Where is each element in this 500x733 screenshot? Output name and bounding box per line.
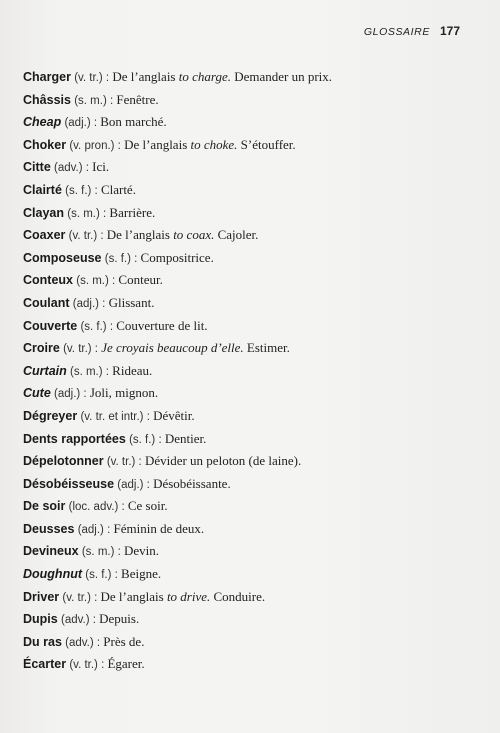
grammar-label: (adv.) : (60, 614, 100, 627)
definition-italic: Je croyais beaucoup d’elle. (101, 340, 244, 356)
definition-text: Joli, mignon. (89, 385, 159, 401)
grammar-label: (s. f.) : (80, 320, 117, 333)
glossary-entry (23, 473, 463, 496)
glossary-term: Deusses (23, 521, 75, 536)
glossary-entry (23, 156, 463, 179)
grammar-label: (loc. adv.) : (68, 501, 128, 514)
glossary-entry (23, 66, 463, 89)
definition-text-after: Conduire. (210, 588, 266, 604)
glossary-entry (23, 202, 463, 225)
grammar-label: (s. f.) : (104, 252, 141, 265)
definition-text: Compositrice. (140, 249, 214, 265)
glossary-term: Conteux (23, 273, 73, 288)
glossary-term: Composeuse (23, 250, 102, 265)
definition-italic: to charge. (178, 69, 231, 84)
running-header (364, 24, 460, 38)
page-number: 177 (439, 24, 460, 38)
definition-text: Féminin de deux. (113, 520, 205, 536)
grammar-label: (v. tr.) : (106, 456, 145, 469)
glossary-term: Dents rapportées (23, 431, 126, 446)
definition-text: Ici. (92, 159, 110, 175)
grammar-label: (v. tr.) : (62, 591, 101, 604)
definition-text: Couverture de lit. (116, 317, 208, 333)
definition-text: Rideau. (112, 362, 153, 378)
grammar-label: (s. f.) : (65, 184, 101, 197)
glossary-entry (23, 653, 463, 676)
definition-text: De l’anglais (124, 136, 191, 152)
grammar-label: (v. pron.) : (69, 139, 125, 152)
glossary-entry (23, 631, 463, 654)
definition-italic: to coax. (173, 227, 215, 243)
definition-text-after: S’étouffer. (237, 136, 296, 152)
glossary-term: Charger (23, 70, 71, 84)
grammar-label: (s. f.) : (129, 433, 165, 446)
grammar-label: (s. m.) : (67, 207, 110, 220)
glossary-entry (23, 315, 463, 338)
glossary-term: Dépelotonner (23, 454, 104, 469)
definition-text: Bon marché. (100, 114, 167, 130)
definition-text: Dentier. (164, 430, 207, 446)
glossary-term: Cute (23, 386, 51, 401)
grammar-label: (adj.) : (77, 523, 114, 536)
glossary-entry (23, 224, 463, 247)
definition-text: Dévêtir. (153, 407, 195, 423)
grammar-label: (adv.) : (65, 636, 104, 649)
definition-text: Barrière. (109, 204, 156, 220)
grammar-label: (s. m.) : (74, 94, 117, 107)
glossary-entry (23, 337, 463, 360)
glossary-term: Curtain (23, 363, 67, 378)
definition-text-after: Estimer. (243, 340, 290, 356)
grammar-label: (v. tr.) : (69, 659, 108, 672)
definition-text: Beigne. (121, 566, 162, 582)
glossary-entry (23, 111, 463, 134)
glossary-term: Doughnut (23, 567, 83, 582)
glossary-term: Driver (23, 589, 60, 604)
glossary-term: Croire (23, 341, 60, 356)
glossary-entry (23, 586, 463, 609)
glossary-term: Dupis (23, 612, 58, 627)
definition-text: Désobéissante. (153, 475, 231, 491)
glossary-term: Couverte (23, 318, 78, 333)
definition-text: De l’anglais (112, 69, 179, 84)
glossary-entry (23, 450, 463, 473)
glossary-term: Choker (23, 137, 67, 152)
glossary-entry (23, 360, 463, 383)
grammar-label: (v. tr.) : (63, 343, 102, 356)
glossary-term: Devineux (23, 544, 79, 559)
grammar-label: (v. tr. et intr.) : (80, 410, 154, 423)
grammar-label: (v. tr.) : (74, 72, 113, 84)
glossary-entry (23, 134, 463, 157)
grammar-label: (s. m.) : (76, 275, 119, 288)
definition-text: De l’anglais (106, 227, 174, 243)
glossary-term: Clairté (23, 182, 62, 197)
glossary-term: De soir (23, 499, 66, 514)
glossary-term: Châssis (23, 92, 71, 107)
definition-text: Devin. (124, 543, 160, 559)
glossary-term: Clayan (23, 205, 64, 220)
definition-text: Clarté. (100, 181, 136, 197)
grammar-label: (adj.) : (72, 297, 109, 310)
glossary-entry (23, 292, 463, 315)
glossary-entry (23, 518, 463, 541)
definition-text: Fenêtre. (116, 91, 159, 107)
definition-text: Égarer. (107, 656, 145, 672)
glossary-term: Désobéisseuse (23, 476, 115, 491)
definition-text: Glissant. (108, 294, 155, 310)
glossary-term: Écarter (23, 657, 67, 672)
glossary-entry (23, 405, 463, 428)
definition-text: Ce soir. (127, 498, 168, 514)
glossary-entry (23, 89, 463, 112)
glossary-entry (23, 382, 463, 405)
grammar-label: (s. m.) : (70, 365, 113, 378)
definition-text: Conteur. (118, 272, 163, 288)
glossary-entry (23, 269, 463, 292)
glossary-entry (23, 247, 463, 270)
glossary-entry (23, 540, 463, 563)
grammar-label: (v. tr.) : (68, 230, 107, 243)
glossary-term: Dégreyer (23, 408, 78, 423)
grammar-label: (adj.) : (64, 117, 101, 130)
glossary-entry (23, 563, 463, 586)
definition-italic: to drive. (166, 588, 211, 604)
definition-text: De l’anglais (100, 588, 167, 604)
grammar-label: (s. f.) : (85, 569, 122, 582)
grammar-label: (adj.) : (54, 388, 90, 401)
grammar-label: (adv.) : (54, 162, 93, 175)
glossary-term: Cheap (23, 115, 62, 130)
definition-text-after: Cajoler. (214, 227, 259, 243)
definition-text-after: Demander un prix. (230, 69, 333, 84)
glossary-term: Coaxer (23, 228, 66, 243)
glossary-entry (23, 608, 463, 631)
definition-text: Près de. (103, 633, 145, 649)
definition-text: Depuis. (99, 611, 140, 627)
glossary-term: Du ras (23, 634, 62, 649)
definition-text: Dévider un peloton (de laine). (144, 453, 302, 469)
glossary-list (23, 66, 463, 676)
grammar-label: (adj.) : (117, 478, 154, 491)
grammar-label: (s. m.) : (81, 546, 125, 559)
glossary-entry (23, 495, 463, 518)
glossary-term: Citte (23, 160, 51, 175)
glossary-entry (23, 428, 463, 451)
glossary-term: Coulant (23, 295, 70, 310)
glossary-entry (23, 179, 463, 202)
section-title: GLOSSAIRE (363, 26, 430, 38)
definition-italic: to choke. (190, 136, 238, 152)
